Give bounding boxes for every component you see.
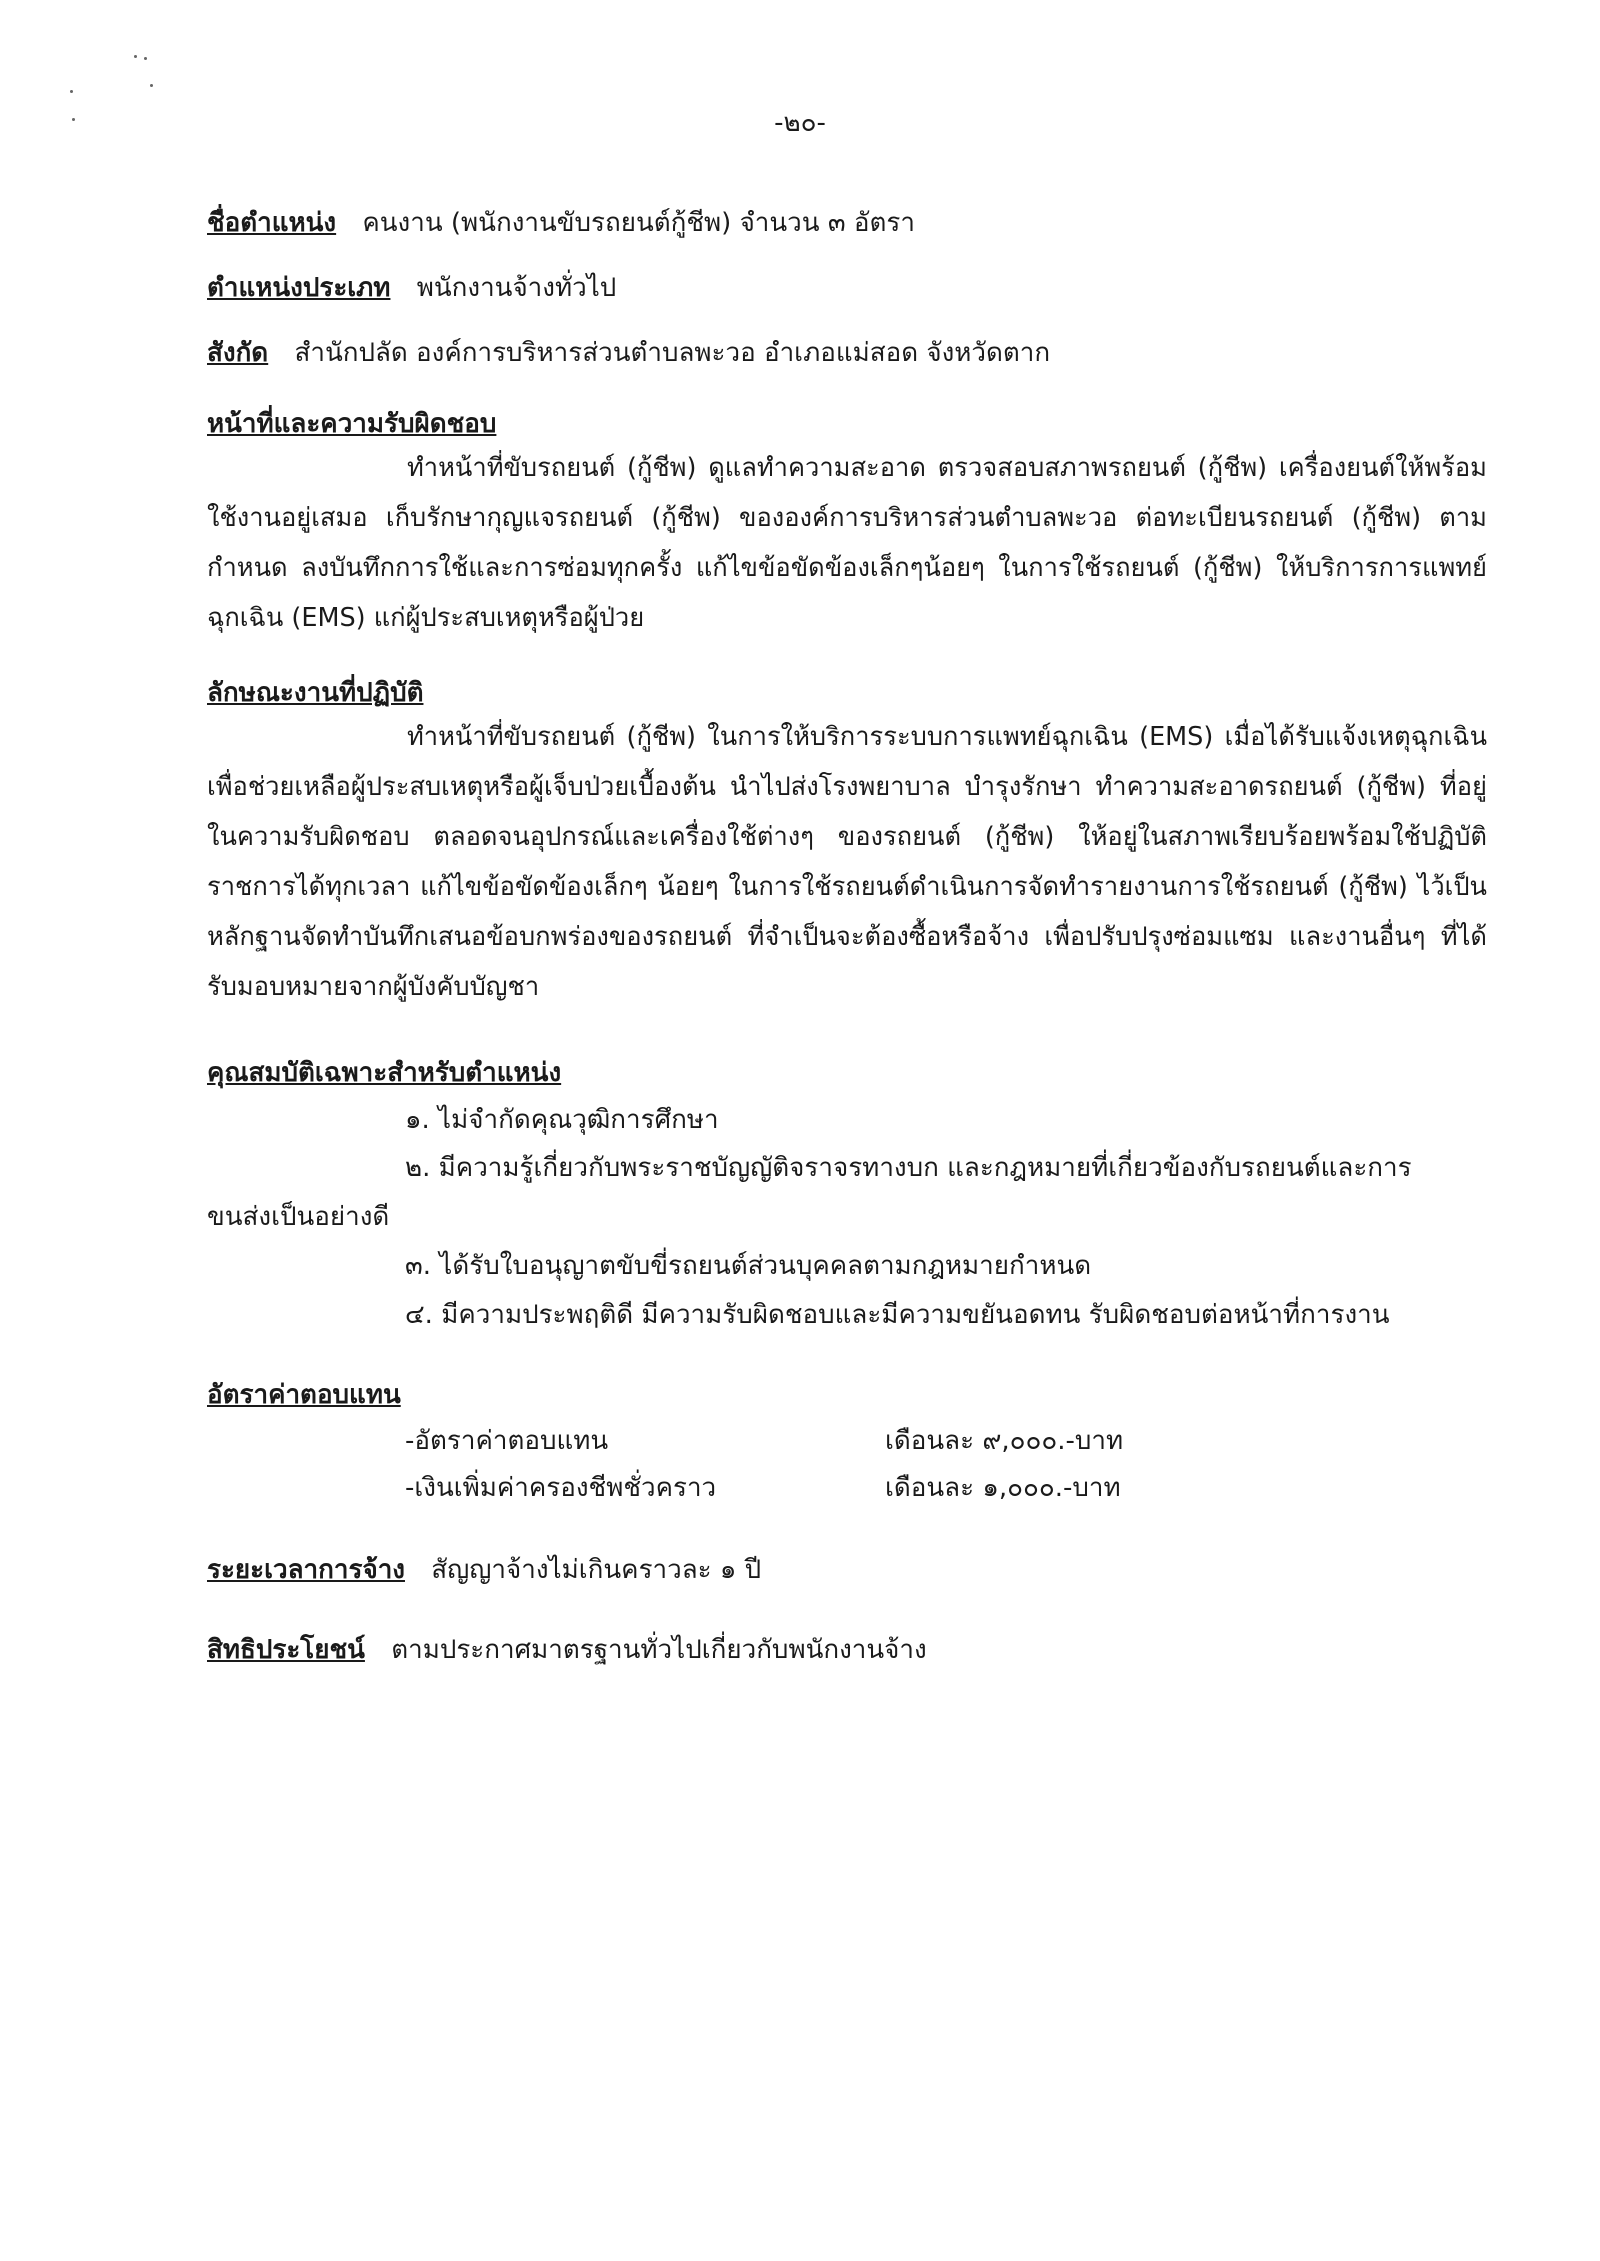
compensation-heading: อัตราค่าตอบแทน: [207, 1380, 401, 1410]
employment-period-label: ระยะเวลาการจ้าง: [207, 1555, 405, 1585]
employment-period-line: [207, 1550, 761, 1590]
scan-speck: [134, 55, 137, 58]
position-type-value: พนักงานจ้างทั่วไป: [416, 273, 617, 303]
compensation-label-1: -อัตราค่าตอบแทน: [405, 1426, 609, 1456]
qualifications-heading-line: [207, 1053, 579, 1093]
position-label: ชื่อตำแหน่ง: [207, 208, 337, 238]
position-line: [207, 203, 915, 243]
affiliation-line: [207, 333, 1050, 373]
scan-speck: [70, 90, 73, 93]
work-nature-heading: ลักษณะงานที่ปฏิบัติ: [207, 678, 424, 708]
compensation-label-2: -เงินเพิ่มค่าครองชีพชั่วคราว: [405, 1473, 717, 1503]
qualification-item-4: ๔. มีความประพฤติดี มีความรับผิดชอบและมีความขยันอดทน รับผิดชอบต่อหน้าที่การงาน: [405, 1300, 1390, 1330]
qualification-item-2: ๒. มีความรู้เกี่ยวกับพระราชบัญญัติจราจรทางบก และกฎหมายที่เกี่ยวข้องกับรถยนต์และการ: [405, 1153, 1412, 1183]
work-nature-heading-line: [207, 673, 441, 713]
position-type-line: [207, 268, 616, 308]
qualification-item-2-cont: ขนส่งเป็นอย่างดี: [207, 1202, 390, 1232]
employment-period-value: สัญญาจ้างไม่เกินคราวละ ๑ ปี: [431, 1555, 762, 1585]
qualification-item-1: ๑. ไม่จำกัดคุณวุฒิการศึกษา: [405, 1105, 719, 1135]
qualifications-heading: คุณสมบัติเฉพาะสำหรับตำแหน่ง: [207, 1058, 562, 1088]
compensation-value-1: เดือนละ ๙,๐๐๐.-บาท: [885, 1426, 1124, 1456]
affiliation-value: สำนักปลัด องค์การบริหารส่วนตำบลพะวอ อำเภอแม่สอด จังหวัดตาก: [294, 338, 1051, 368]
compensation-heading-line: [207, 1375, 419, 1415]
position-type-label: ตำแหน่งประเภท: [207, 273, 391, 303]
scan-speck: [150, 84, 153, 87]
page-number: -๒๐-: [774, 108, 826, 138]
benefits-value: ตามประกาศมาตรฐานทั่วไปเกี่ยวกับพนักงานจ้าง: [391, 1635, 927, 1665]
scan-speck: [144, 57, 147, 60]
benefits-line: [207, 1630, 927, 1670]
duties-heading: หน้าที่และความรับผิดชอบ: [207, 409, 497, 439]
benefits-label: สิทธิประโยชน์: [207, 1635, 365, 1665]
position-value: คนงาน (พนักงานขับรถยนต์กู้ชีพ) จำนวน ๓ อัตรา: [362, 208, 915, 238]
work-nature-text: ทำหน้าที่ขับรถยนต์ (กู้ชีพ) ในการให้บริการระบบการแพทย์ฉุกเฉิน (EMS) เมื่อได้รับแจ้งเหตุฉุกเฉิน เพื่อช่วยเหลือผู้ประสบเหตุหรือผู้เจ็บป่วยเบื้องต้น นำไปส่งโรงพยาบาล บำรุงรักษา ทำความสะอาดรถยนต์ (กู้ชีพ) ที่อยู่ในความรับผิดชอบ ตลอดจนอุปกรณ์และเครื่องใช้ต่างๆ ของรถยนต์ (กู้ชีพ) ให้อยู่ในสภาพเรียบร้อยพร้อมใช้ปฏิบัติราชการได้ทุกเวลา แก้ไขข้อขัดข้องเล็กๆ น้อยๆ ในการใช้รถยนต์ดำเนินการจัดทำรายงานการใช้รถยนต์ (กู้ชีพ) ไว้เป็นหลักฐานจัดทำบันทึกเสนอข้อบกพร่องของรถยนต์ ที่จำเป็นจะต้องซื้อหรือจ้าง เพื่อปรับปรุงซ่อมแซม และงานอื่นๆ ที่ได้รับมอบหมายจากผู้บังคับบัญชา: [207, 722, 1487, 1002]
duties-text: ทำหน้าที่ขับรถยนต์ (กู้ชีพ) ดูแลทำความสะอาด ตรวจสอบสภาพรถยนต์ (กู้ชีพ) เครื่องยนต์ให้พร้อมใช้งานอยู่เสมอ เก็บรักษากุญแจรถยนต์ (กู้ชีพ) ขององค์การบริหารส่วนตำบลพะวอ ต่อทะเบียนรถยนต์ (กู้ชีพ) ตามกำหนด ลงบันทึกการใช้และการซ่อมทุกครั้ง แก้ไขข้อขัดข้องเล็กๆน้อยๆ ในการใช้รถยนต์ (กู้ชีพ) ให้บริการการแพทย์ฉุกเฉิน (EMS) แก่ผู้ประสบเหตุหรือผู้ป่วย: [207, 453, 1487, 633]
duties-heading-line: [207, 404, 514, 444]
qualification-item-3: ๓. ได้รับใบอนุญาตขับขี่รถยนต์ส่วนบุคคลตามกฎหมายกำหนด: [405, 1251, 1092, 1281]
compensation-value-2: เดือนละ ๑,๐๐๐.-บาท: [885, 1473, 1121, 1503]
affiliation-label: สังกัด: [207, 338, 269, 368]
